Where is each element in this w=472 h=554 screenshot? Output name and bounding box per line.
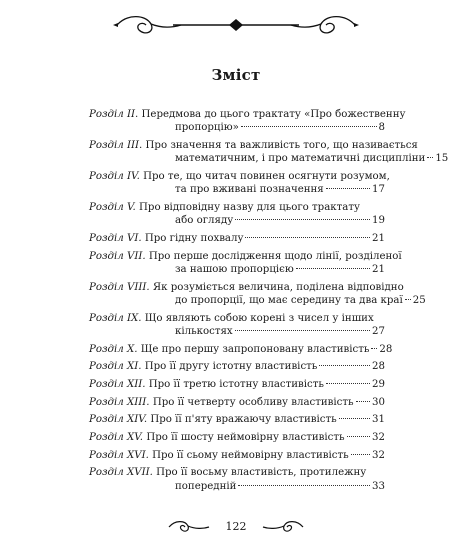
toc-line [89,250,402,263]
toc-entry [89,232,385,245]
chapter-label: Розділ ХІ. [89,361,142,373]
dot-leader [427,157,433,158]
chapter-title-text: Про її п'яту вражаючу властивість [150,414,337,426]
toc-entry [89,378,385,391]
chapter-page-number: 28 [372,361,385,373]
toc-entry [89,250,402,277]
toc-line [89,413,385,426]
toc-entry [89,360,385,373]
dot-leader [356,401,371,402]
chapter-label: Розділ VII. [89,250,146,262]
chapter-title-text: Про те, що читач повинен осягнути розумом, [143,170,390,182]
toc-line-text [175,183,324,196]
toc-line [89,170,390,183]
chapter-title-text: Ще про першу запропоновану властивість [140,343,370,355]
toc-entry [89,466,385,493]
toc-line-text [89,312,374,325]
toc-line-text [175,294,403,307]
toc-line [89,121,385,134]
toc-entry [89,139,449,166]
toc-entry [89,281,426,308]
chapter-title-text: Про її шосту неймовірну властивість [146,432,345,444]
chapter-title-text: та про вживані позначення [175,184,324,196]
top-ornament-divider [111,10,361,40]
toc-line [89,325,385,338]
toc-line [89,232,385,245]
toc-line-text [89,360,317,373]
chapter-title-text: математичним, і про математичні дисципліни [175,153,426,165]
toc-entry [89,170,390,197]
dot-leader [296,268,370,269]
chapter-title-text: Про її восьму властивість, протилежну [156,467,367,479]
toc-entry [89,108,406,135]
chapter-title-text: кількостях [175,325,233,337]
toc-line [89,139,418,152]
chapter-page-number: 32 [372,449,385,461]
toc-entry [89,449,385,462]
dot-leader [326,188,370,189]
dot-leader [319,365,370,366]
dot-leader [351,454,370,455]
toc-line-text [89,108,406,121]
chapter-page-number: 8 [378,122,385,134]
toc-line [89,201,385,214]
chapter-title-text: пропорцію» [175,122,239,134]
toc-entry [89,312,385,339]
chapter-page-number: 28 [379,343,393,355]
chapter-title-text: до пропорції, що має середину та два краї [175,294,403,306]
chapter-label: Розділ XVI. [89,449,149,461]
chapter-title-text: або огляду [175,215,234,227]
toc-line-text [89,466,366,479]
chapter-page-number: 33 [372,480,385,492]
chapter-label: Розділ IX. [89,312,142,324]
chapter-label: Розділ XIV. [89,414,148,426]
toc-line [89,183,385,196]
dot-leader [326,383,370,384]
toc-entry [89,396,385,409]
toc-line [89,378,385,391]
toc-line-text [175,152,425,165]
chapter-page-number: 15 [435,153,449,165]
chapter-page-number: 17 [372,184,385,196]
chapter-label: Розділ ІІ. [89,109,139,120]
toc-line-text [89,343,369,356]
dot-leader [241,126,377,127]
toc-line [89,263,385,276]
page-number: 122 [225,520,247,533]
chapter-label: Розділ IV. [89,170,140,182]
toc-line [89,449,385,462]
chapter-page-number: 30 [372,396,385,408]
toc-entry [89,431,385,444]
toc-line-text [89,431,345,444]
dot-leader [245,237,370,238]
chapter-title-text: Про відповідну назву для цього трактату [139,201,360,213]
toc-line-text [89,201,360,214]
toc-line-text [175,480,236,493]
page-title: Зміст [211,66,261,84]
chapter-title-text: Передмова до цього трактату «Про божественну [141,109,406,120]
toc-line [89,360,385,373]
chapter-label: Розділ XV. [89,432,144,444]
chapter-title-text: Про її четверту особливу властивість [152,396,354,408]
toc-line [89,312,385,325]
toc-line [89,396,385,409]
chapter-label: Розділ Х. [89,343,138,355]
chapter-page-number: 27 [372,325,385,337]
chapter-title-text: Що являють собою корені з чисел у інших [144,312,374,324]
toc-line-text [89,413,337,426]
chapter-page-number: 25 [412,294,426,306]
toc-line [89,281,404,294]
toc-line-text [89,232,243,245]
chapter-label: Розділ ХІІІ. [89,396,150,408]
chapter-title-text: Про гідну похвалу [144,232,244,244]
chapter-page-number: 21 [372,232,385,244]
toc-line [89,214,385,227]
toc-line [89,108,406,121]
chapter-label: Розділ V. [89,201,136,213]
toc-line [89,480,385,493]
toc-line-text [89,396,354,409]
toc-line-text [175,325,233,338]
toc-line-text [89,250,402,263]
chapter-label: Розділ ХІІ. [89,378,146,390]
dot-leader [238,485,370,486]
toc-line [89,466,385,479]
chapter-title-text: Про значення та важливість того, що називається [145,139,418,151]
chapter-title-text: Як розуміється величина, поділена відповідно [152,281,404,293]
toc-line-text [89,378,324,391]
chapter-label: Розділ ІІІ. [89,139,143,151]
chapter-label: Розділ VIII. [89,281,150,293]
toc-line [89,431,385,444]
toc-entry [89,343,393,356]
chapter-page-number: 32 [372,432,385,444]
toc-line-text [175,263,294,276]
chapter-page-number: 29 [372,378,385,390]
chapter-title-text: Про перше дослідження щодо лінії, розділеної [148,250,402,262]
dot-leader [371,348,377,349]
toc-entry [89,201,385,228]
chapter-title-text: попередній [175,480,237,492]
toc-line-text [89,281,404,294]
dot-leader [405,299,411,300]
toc-line-text [89,449,349,462]
chapter-title-text: Про її другу істотну властивість [144,361,318,373]
table-of-contents [89,108,449,497]
toc-line-text [175,121,239,134]
dot-leader [235,330,370,331]
chapter-title-text: Про її третю істотну властивість [148,378,324,390]
dot-leader [339,418,370,419]
chapter-title-text: за нашою пропорцією [175,263,294,275]
toc-line [89,343,393,356]
chapter-page-number: 21 [372,263,385,275]
toc-entry [89,413,385,426]
toc-line-text [175,214,233,227]
chapter-label: Розділ VI. [89,232,142,244]
dot-leader [347,436,371,437]
toc-line [89,294,426,307]
dot-leader [235,219,370,220]
chapter-title-text: Про її сьому неймовірну властивість [152,449,349,461]
toc-line-text [89,170,390,183]
chapter-label: Розділ XVII. [89,467,153,479]
toc-line [89,152,449,165]
toc-line-text [89,139,418,152]
chapter-page-number: 19 [372,215,385,227]
chapter-page-number: 31 [372,414,385,426]
